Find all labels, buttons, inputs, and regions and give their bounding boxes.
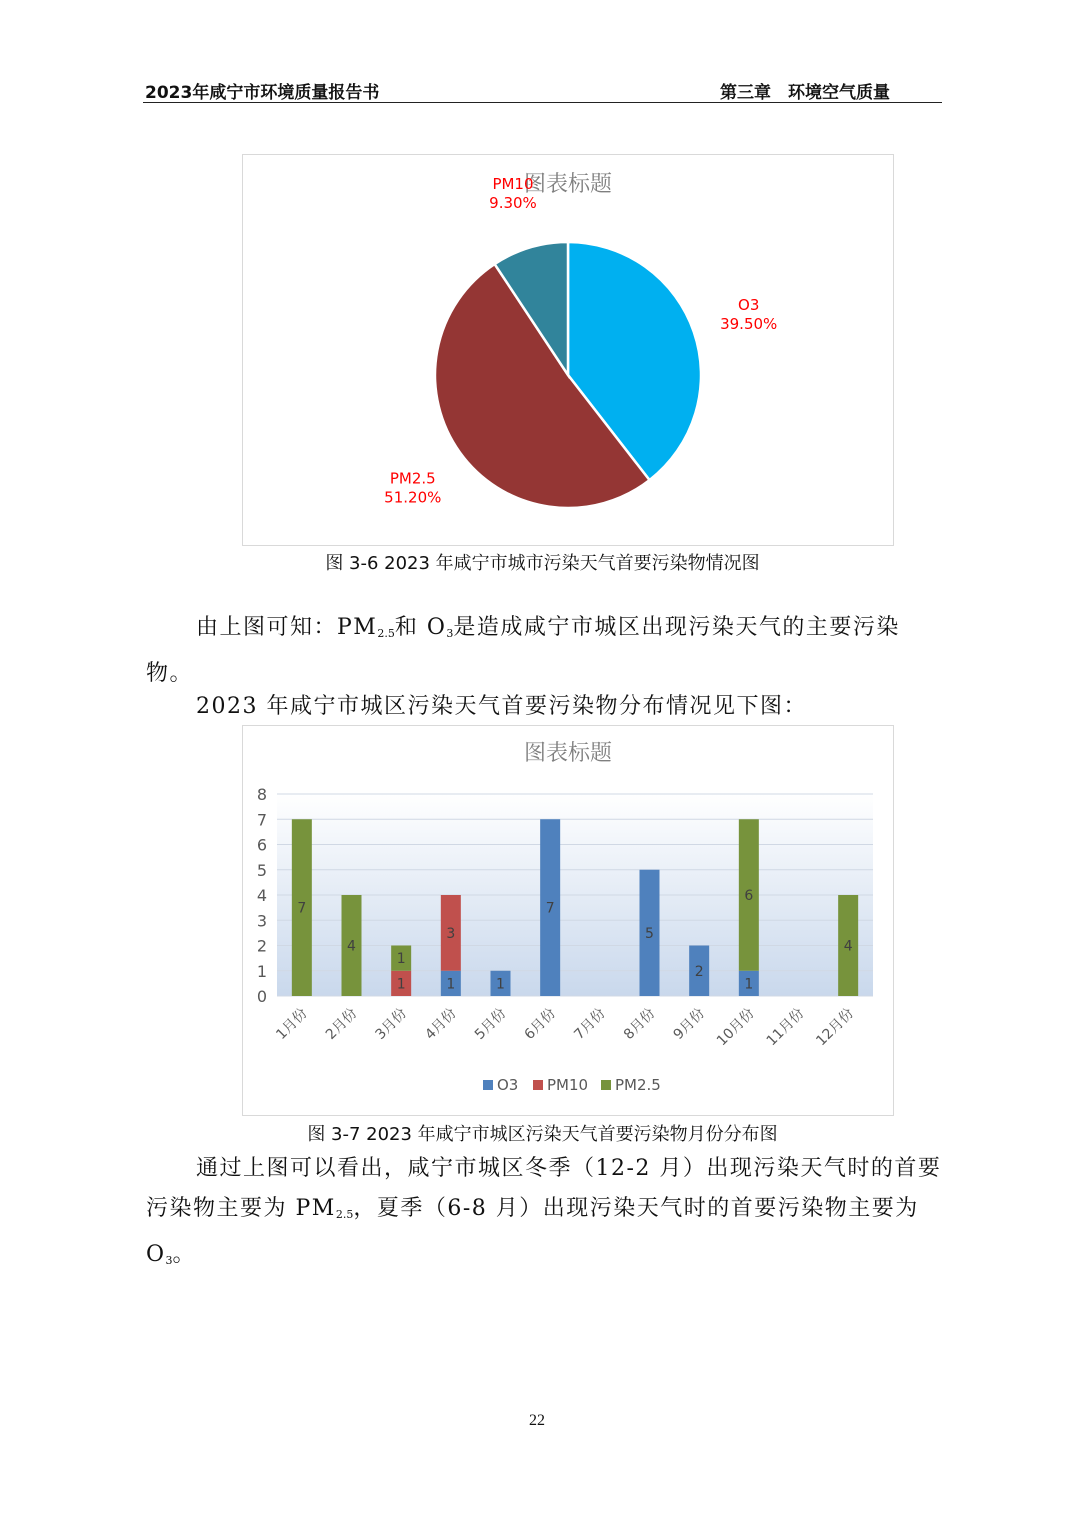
p3-text-a: 通过上图可以看出，咸宁市城区冬季（12-2 月）出现污染天气时的首要污染物主要为 PM [146,1156,942,1221]
y-tick-label: 4 [256,886,267,905]
bar-data-label: 3 [446,925,456,942]
pie-label-pm10: PM10 [492,175,534,194]
bar-data-label: 7 [297,900,307,917]
y-tick-label: 2 [256,936,267,956]
bar-data-label: 1 [446,976,456,993]
pie-percent-o3: 39.50% [720,315,778,334]
legend-swatch [601,1080,611,1090]
p1-text-b: 和 O [394,615,447,640]
legend-label: PM2.5 [615,1076,661,1094]
p1-text-c: 是造成咸宁市城区出现污染天气的主要污染物。 [146,615,900,686]
y-tick-label: 6 [256,835,267,855]
x-tick-label: 1月份 [273,1005,311,1043]
p1-subscript-o: 3 [446,627,454,640]
legend-label: PM10 [547,1076,589,1094]
bar-data-label: 1 [496,976,505,993]
y-tick-label: 1 [256,961,267,981]
x-tick-label: 12月份 [813,1005,857,1050]
bar-data-label: 4 [843,938,853,955]
page-header [143,74,942,103]
p1-subscript-pm: 2.5 [377,627,395,640]
x-tick-label: 2月份 [322,1005,361,1043]
paragraph-main-pollutants [146,608,942,694]
header-chapter-title: 第三章 环境空气质量 [720,83,890,103]
bar-chart-title: 图表标题 [523,741,613,766]
p3-subscript-o: 3 [165,1254,173,1267]
x-tick-label: 11月份 [763,1005,808,1050]
x-tick-label: 7月份 [571,1005,609,1043]
bar-data-label: 7 [545,900,555,917]
y-tick-label: 3 [256,911,267,931]
legend-label: O3 [497,1076,519,1094]
header-report-title: 2023年咸宁市环境质量报告书 [145,83,380,103]
x-tick-label: 4月份 [422,1005,460,1043]
figure-3-6-caption: 图 3-6 2023 年咸宁市城市污染天气首要污染物情况图 [325,553,760,574]
bar-data-label: 1 [396,951,406,968]
pie-chart-canvas [243,155,893,545]
y-tick-label: 0 [256,987,267,1006]
y-tick-label: 8 [256,785,267,804]
bar-data-label: 1 [396,976,406,993]
x-tick-label: 8月份 [620,1005,659,1043]
pie-percent-pm10: 9.30% [489,194,537,213]
bar-data-label: 4 [347,938,356,955]
legend-swatch [533,1080,543,1090]
stacked-bar-chart [242,725,894,1116]
paragraph-distribution-intro: 2023 年咸宁市城区污染天气首要污染物分布情况见下图： [196,694,807,719]
pie-label-o3: O3 [738,296,760,315]
paragraph-seasonal-conclusion [146,1149,942,1281]
x-tick-label: 3月份 [372,1005,410,1043]
pie-chart-title: 图表标题 [523,172,613,197]
p3-text-c: 。 [172,1242,197,1267]
p1-text-a: 由上图可知：PM [196,615,378,640]
pie-chart [242,154,894,546]
page-number: 22 [529,1412,545,1429]
bar-data-label: 1 [744,976,754,993]
bar-data-label: 2 [694,963,704,980]
bar-data-label: 6 [744,888,754,904]
pie-percent-pm25: 51.20% [384,488,442,507]
figure-3-7-caption: 图 3-7 2023 年咸宁市城区污染天气首要污染物月份分布图 [307,1124,778,1145]
legend-swatch [483,1080,493,1090]
bar-chart-canvas [243,726,893,1115]
p3-subscript-pm: 2.5 [335,1208,354,1221]
y-tick-label: 7 [256,810,267,830]
x-tick-label: 6月份 [521,1005,559,1043]
x-tick-label: 10月份 [713,1005,758,1050]
x-tick-label: 9月份 [670,1005,708,1043]
x-tick-label: 5月份 [471,1005,510,1043]
pie-label-pm25: PM2.5 [389,469,436,488]
p3-text-b: ，夏季（6-8 月）出现污染天气时的首要污染物主要为 O [146,1196,919,1267]
y-tick-label: 5 [256,860,267,880]
bar-data-label: 5 [645,925,654,942]
